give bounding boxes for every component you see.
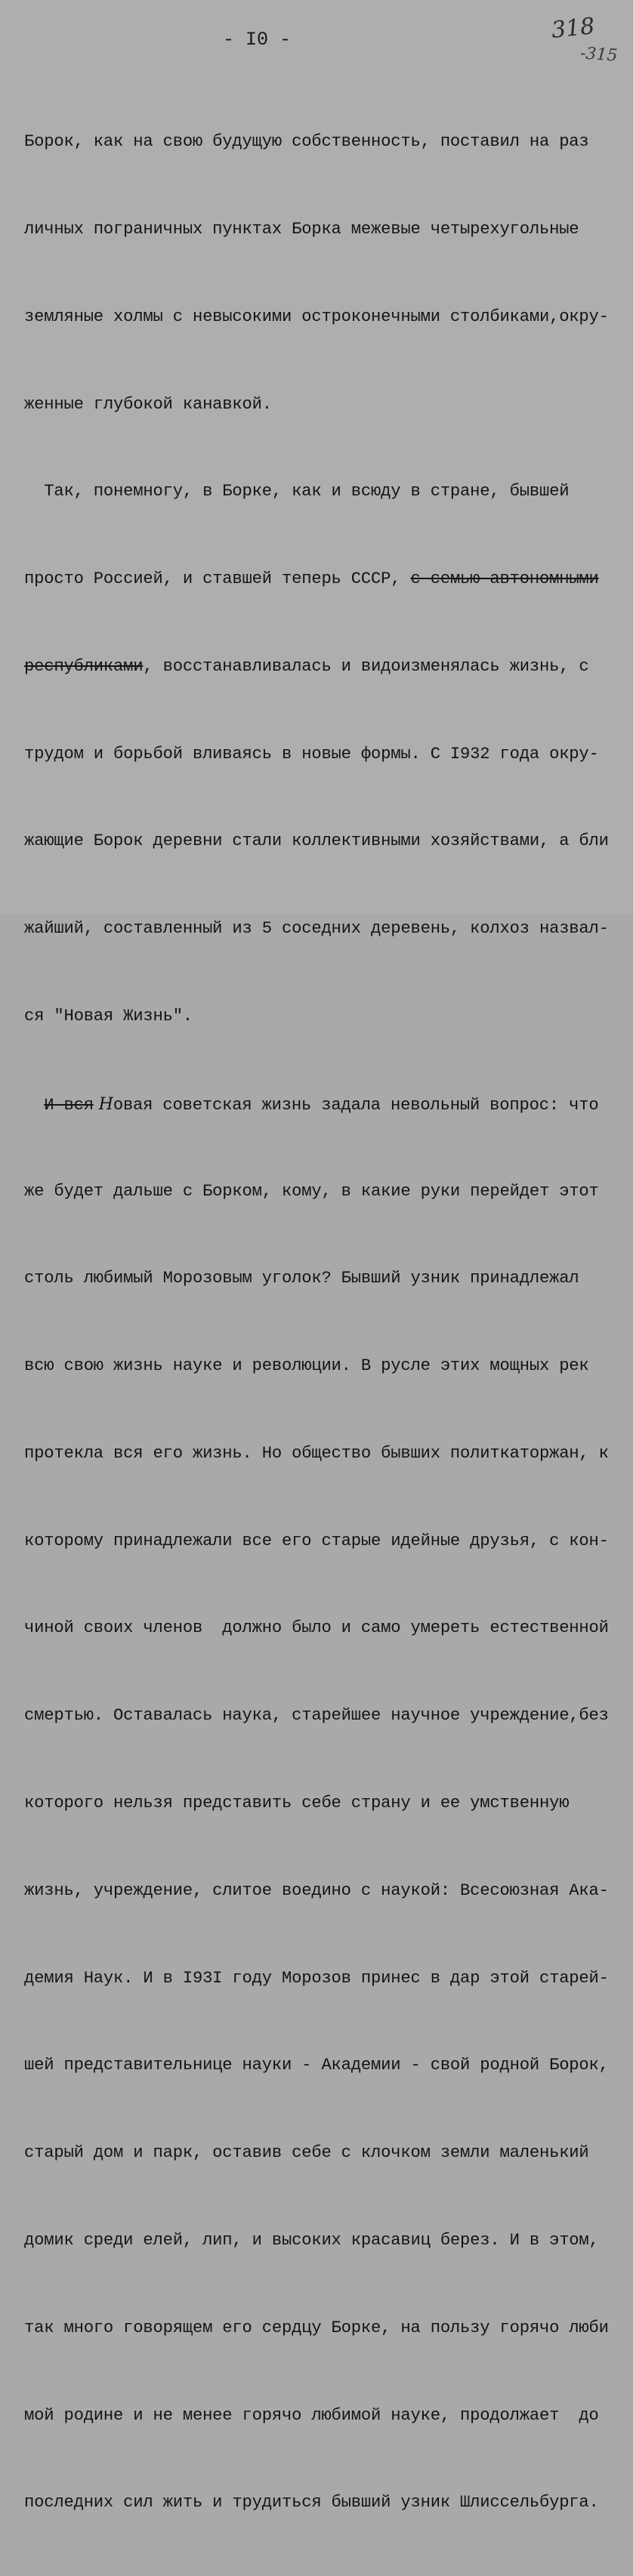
struck-text: с семью автономными — [410, 569, 599, 589]
text-line: домик среди елей, лип, и высоких красавиц берез. И в этом, — [24, 2230, 599, 2250]
struck-text: И вся — [44, 1095, 94, 1115]
text-line: которого нельзя представить себе страну и ее умственную — [24, 1794, 570, 1813]
body-text — [24, 69, 628, 2576]
text-segment: , восстанавливалась и видоизменялась жизнь, с — [143, 656, 589, 676]
text-line: жизнь, учреждение, слитое воедино с наукой: Всесоюзная Ака- — [24, 1880, 609, 1900]
text-line: женные глубокой канавкой. — [24, 394, 272, 414]
text-line: чиной своих членов должно было и само умереть естественной — [24, 1618, 609, 1638]
text-line: мой родине и не менее горячо любимой науке, продолжает до — [24, 2405, 599, 2425]
text-line: жайший, составленный из 5 соседних деревень, колхоз назвал- — [24, 919, 609, 939]
text-line: которому принадлежали все его старые идейные друзья, с кон- — [24, 1531, 609, 1550]
text-segment: овая советская жизнь задала невольный вопрос: что — [113, 1095, 599, 1115]
text-line: земляные холмы с невысокими остроконечными столбиками,окру- — [24, 307, 609, 326]
text-line — [24, 652, 628, 682]
text-line: личных пограничных пунктах Борка межевые четырехугольные — [24, 219, 579, 239]
text-line: старый дом и парк, оставив себе с клочком земли маленький — [24, 2143, 589, 2163]
handwritten-correction: Н — [93, 1094, 113, 1114]
text-line: протекла вся его жизнь. Но общество бывших политкаторжан, к — [24, 1443, 609, 1463]
text-line: жающие Борок деревни стали коллективными хозяйствами, а бли — [24, 831, 609, 851]
text-line: шей представительнице науки - Академии - свой родной Борок, — [24, 2056, 609, 2075]
text-line: смертью. Оставалась наука, старейшее научное учреждение,без — [24, 1706, 609, 1726]
text-line: Борок, как на свою будущую собственность, поставил на раз — [24, 132, 589, 152]
text-line: так много говорящем его сердцу Борке, на пользу горячо люби — [24, 2318, 609, 2337]
page-number: - I0 - — [222, 29, 291, 51]
text-line: последних сил жить и трудиться бывший узник Шлиссельбурга. — [24, 2493, 599, 2513]
archive-folio-number: 318 — [550, 13, 596, 44]
struck-text: республиками — [24, 656, 144, 676]
text-line: трудом и борьбой вливаясь в новые формы. С I932 года окру- — [24, 744, 599, 764]
text-line: демия Наук. И в I93I году Морозов принес в дар этой старей- — [24, 1968, 609, 1988]
text-line: же будет дальше с Борком, кому, в какие руки перейдет этот — [24, 1181, 599, 1201]
text-line: столь любимый Морозовым уголок? Бывший узник принадлежал — [24, 1269, 579, 1288]
text-line — [24, 565, 628, 594]
text-segment: просто Россией, и ставшей теперь СССР, — [24, 569, 411, 589]
text-segment — [24, 1096, 44, 1115]
text-line: всю свою жизнь науке и революции. В русле этих мощных рек — [24, 1356, 589, 1376]
text-line — [24, 1090, 628, 1119]
text-line: Так, понемногу, в Борке, как и всюду в стране, бывшей — [24, 482, 570, 501]
archive-folio-number-old: -315 — [579, 44, 619, 66]
text-line: ся "Новая Жизнь". — [24, 1007, 193, 1026]
